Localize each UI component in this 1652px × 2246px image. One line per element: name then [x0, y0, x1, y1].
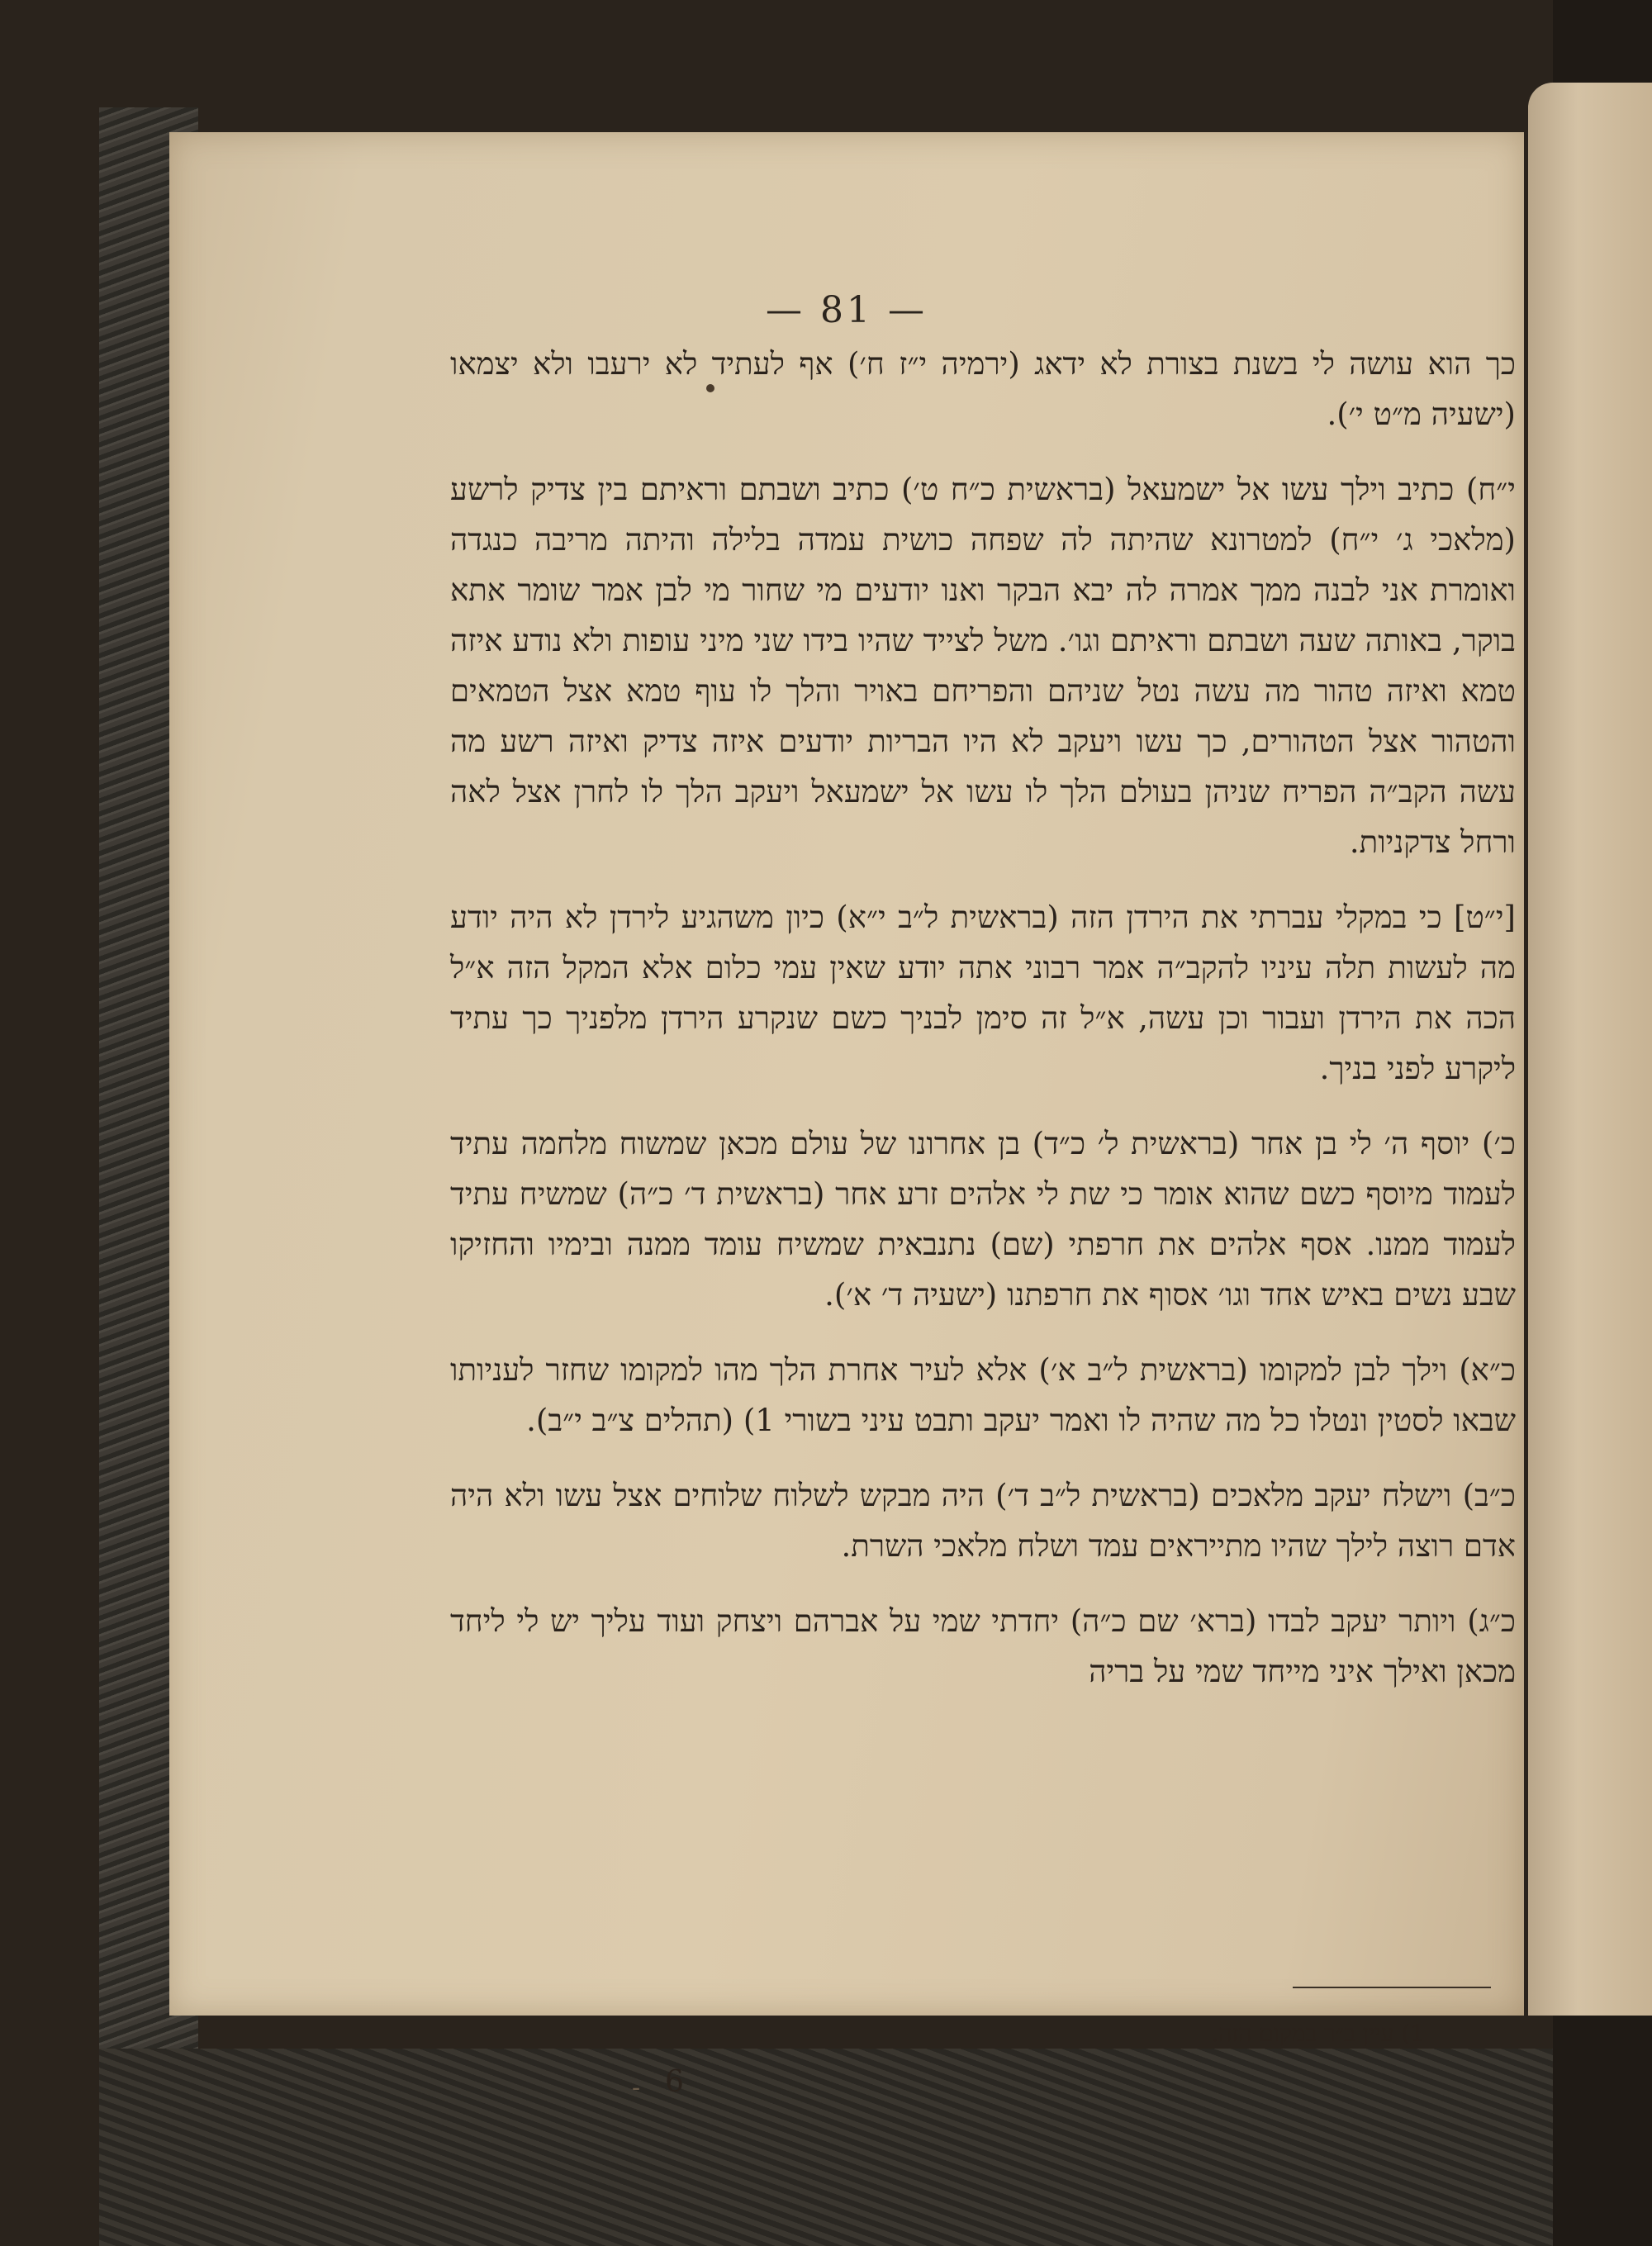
paragraph: י״ח) כתיב וילך עשו אל ישמעאל (בראשית כ״ח ט׳) כתיב ושבתם וראיתם בין צדיק לרשע (מלאכי ג׳ י״ח) למטרונא שהיתה לה שפחה כושית עמדה בלילה והיתה מריבה כנגדה ואומרת אני לבנה ממך אמרה לה יבא הבקר ואנו יודעים מי שחור מי לבן אמר שומר אתא בוקר, באותה שעה ושבתם וראיתם וגו׳. משל לצייד שהיו בידו שני מיני עופות ולא נודע איזה טמא ואיזה טהור מה עשה נטל שניהם והפריחם באויר והלך לו עוף טמא אצל הטמאים והטהור אצל הטהורים, כך עשו ויעקב לא היו הבריות יודעים איזה צדיק ואיזה רשע מה עשה הקב״ה הפריח שניהן בעולם הלך לו עשו אל ישמעאל ויעקב הלך לו לחרן אצל לאה ורחל צדקניות.: [450, 472, 1516, 860]
paragraph: כך הוא עושה לי בשנת בצורת לא ידאג (ירמיה י״ז ח׳) אף לעתיד לא ירעבו ולא יצמאו (ישעיה מ״ט י׳).: [450, 346, 1516, 432]
paragraph: כ׳) יוסף ה׳ לי בן אחר (בראשית ל׳ כ״ד) בן אחרונו של עולם מכאן שמשוח מלחמה עתיד לעמוד מיוסף כשם שהוא אומר כי שת לי אלהים זרע אחר (בראשית ד׳ כ״ה) שמשיח עתיד לעמוד ממנו. אסף אלהים את חרפתי (שם) נתנבאית שמשיח עומד ממנה ובימיו והחזיקו שבע נשים באיש אחד וגו׳ אסוף את חרפתנו (ישעיה ד׳ א׳).: [450, 1126, 1516, 1313]
page-number-header: — 81 —: [766, 289, 928, 331]
book-page: [169, 132, 1524, 2102]
main-text: [450, 339, 1516, 1697]
signature-mark: 6: [665, 2065, 684, 2099]
footnote-rule: [1293, 1987, 1491, 1988]
signature-dash: -: [632, 2073, 641, 2102]
footnote: 1) עיין ב״ר במקום הזה.: [1211, 2020, 1425, 2047]
paragraph: כ״א) וילך לבן למקומו (בראשית ל״ב א׳) אלא לעיר אחרת הלך מהו למקומו שחזר לעניותו שבאו לסטין ונטלו כל מה שהיה לו ואמר יעקב ותבט עיני בשורי 1) (תהלים צ״ב י״ב).: [450, 1352, 1516, 1438]
facing-page-edge: [1528, 83, 1652, 2016]
book-cover-bottom: [99, 2049, 1652, 2246]
paragraph: כ״ג) ויותר יעקב לבדו (ברא׳ שם כ״ה) יחדתי שמי על אברהם ויצחק ועוד עליך יש לי ליחד מכאן ואילך איני מייחד שמי על בריה: [450, 1603, 1516, 1689]
paragraph: [י״ט] כי במקלי עברתי את הירדן הזה (בראשית ל״ב י״א) כיון משהגיע לירדן לא היה יודע מה לעשות תלה עיניו להקב״ה אמר רבוני אתה יודע שאין עמי כלום אלא המקל הזה א״ל הכה את הירדן ועבור וכן עשה, א״ל זה סימן לבניך כשם שנקרע הירדן מלפניך כך עתיד ליקרע לפני בניך.: [450, 900, 1516, 1086]
paragraph: כ״ב) וישלח יעקב מלאכים (בראשית ל״ב ד׳) היה מבקש לשלוח שלוחים אצל עשו ולא היה אדם רוצה לילך שהיו מתייראים עמד ושלח מלאכי השרת.: [450, 1478, 1516, 1564]
